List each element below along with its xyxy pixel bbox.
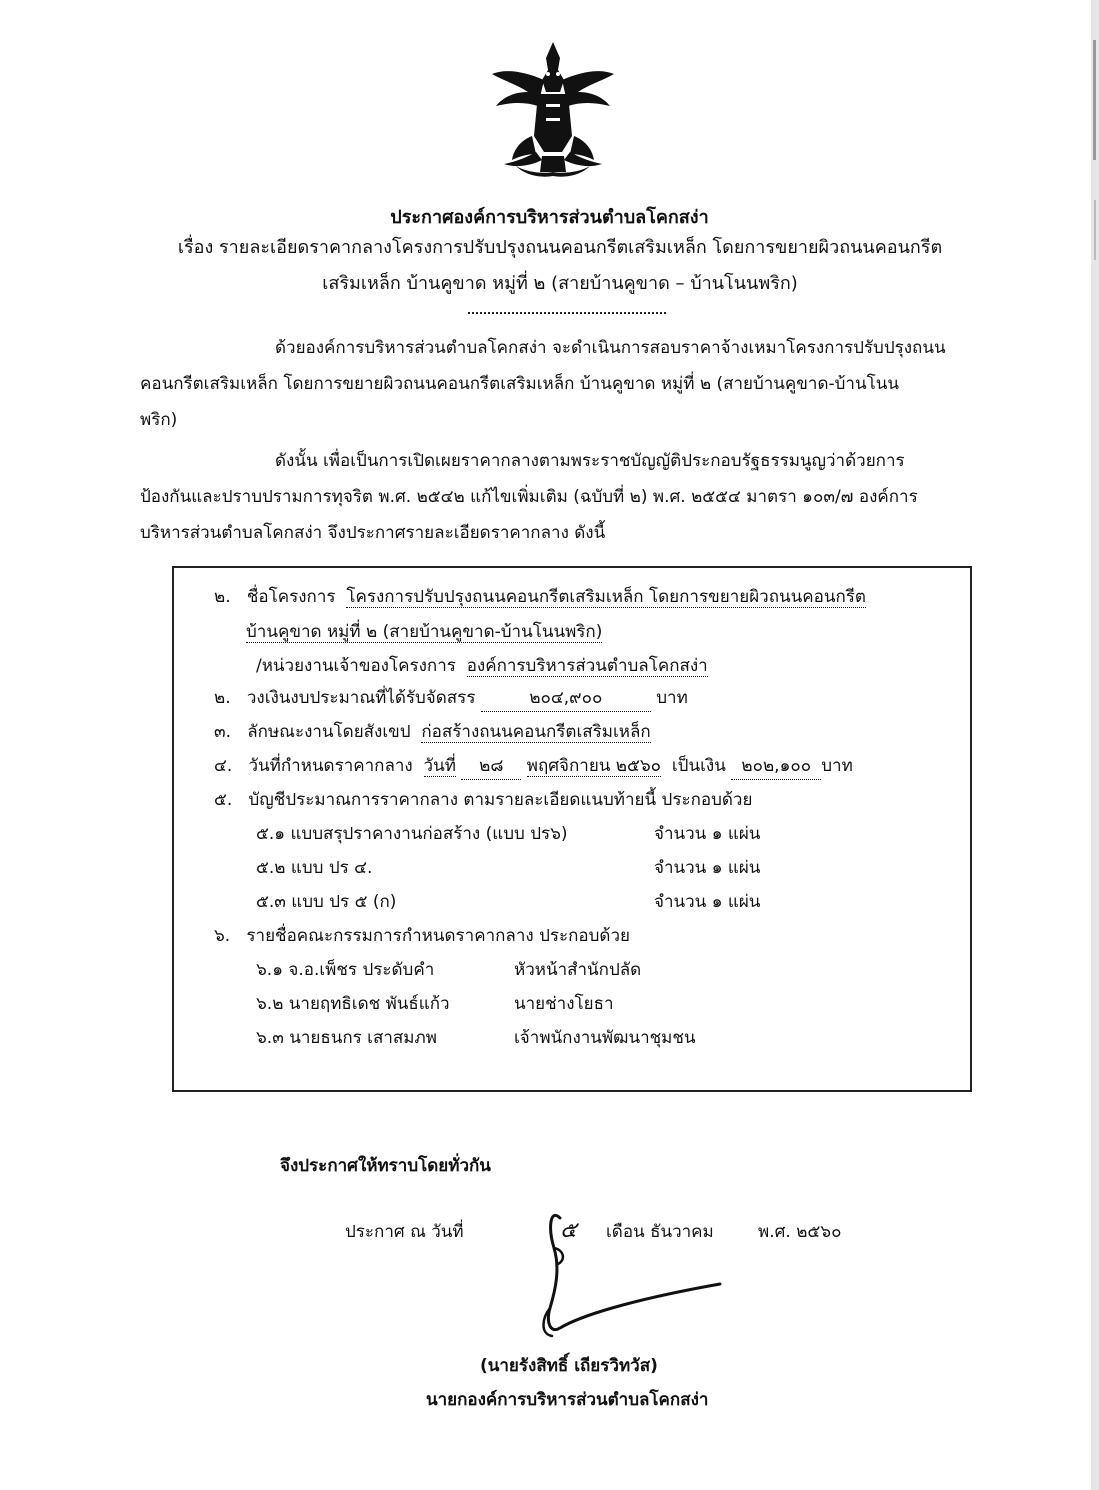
item-5-3-label: ๕.๓ แบบ ปร ๕ (ก) bbox=[256, 892, 397, 912]
item-1-value-line-1: โครงการปรับปรุงถนนคอนกรีตเสริมเหล็ก โดยการขยายผิวถนนคอนกรีต bbox=[346, 587, 866, 607]
date-day: ๕ bbox=[560, 1218, 577, 1243]
item-1-row bbox=[214, 583, 866, 610]
signer-title: นายกองค์การบริหารส่วนตำบลโคกสง่า bbox=[426, 1390, 709, 1410]
item-1-value-line-2: บ้านคูขาด หมู่ที่ ๒ (สายบ้านคูขาด-บ้านโนนพริก) bbox=[246, 622, 603, 642]
paragraph-1 bbox=[140, 330, 985, 438]
committee-2-name: ๖.๒ นายฤทธิเดช พันธ์แก้ว bbox=[256, 994, 450, 1014]
item-1-agency-label: /หน่วยงานเจ้าของโครงการ bbox=[256, 656, 456, 676]
item-4-amount-label: เป็นเงิน bbox=[671, 756, 726, 776]
paragraph-1-line-3: พริก) bbox=[140, 410, 178, 430]
committee-3-position: เจ้าพนักงานพัฒนาชุมชน bbox=[514, 1028, 696, 1048]
committee-3-name: ๖.๓ นายธนกร เสาสมภพ bbox=[256, 1028, 437, 1048]
item-4-number: ๔. bbox=[214, 756, 233, 776]
item-1-agency-value: องค์การบริหารส่วนตำบลโคกสง่า bbox=[466, 656, 708, 676]
item-4-month-year: พฤศจิกายน ๒๕๖๐ bbox=[526, 756, 662, 776]
announce-line: จึงประกาศให้ทราบโดยทั่วกัน bbox=[280, 1156, 491, 1176]
item-1-row-2 bbox=[246, 618, 602, 645]
item-1-label: ชื่อโครงการ bbox=[246, 587, 336, 607]
handwritten-signature bbox=[520, 1188, 740, 1348]
item-5-row bbox=[214, 786, 752, 813]
item-2-row bbox=[214, 684, 688, 712]
subject-line-1: เรื่อง รายละเอียดราคากลางโครงการปรับปรุงถนนคอนกรีตเสริมเหล็ก โดยการขยายผิวถนนคอนกรีต bbox=[177, 237, 943, 258]
date-month: เดือน ธันวาคม bbox=[606, 1222, 714, 1242]
item-5-3-qty: จำนวน ๑ แผ่น bbox=[654, 892, 761, 912]
item-5-label: บัญชีประมาณการราคากลาง ตามรายละเอียดแนบท้ายนี้ ประกอบด้วย bbox=[248, 790, 753, 810]
paragraph-1-line-1: ด้วยองค์การบริหารส่วนตำบลโคกสง่า จะดำเนินการสอบราคาจ้างเหมาโครงการปรับปรุงถนน bbox=[275, 338, 946, 358]
date-prefix: ประกาศ ณ วันที่ bbox=[345, 1222, 464, 1242]
paragraph-2-line-3: บริหารส่วนตำบลโคกสง่า จึงประกาศรายละเอียดราคากลาง ดังนี้ bbox=[140, 523, 606, 543]
item-5-1-qty: จำนวน ๑ แผ่น bbox=[654, 824, 761, 844]
item-1-number: ๒. bbox=[214, 587, 231, 607]
dotted-divider bbox=[468, 312, 666, 314]
item-4-amount: ๒๐๒,๑๐๐ bbox=[731, 752, 821, 780]
garuda-emblem bbox=[486, 40, 620, 180]
item-3-value: ก่อสร้างถนนคอนกรีตเสริมเหล็ก bbox=[421, 722, 651, 742]
item-4-row bbox=[214, 752, 853, 780]
item-5-2-qty: จำนวน ๑ แผ่น bbox=[654, 858, 761, 878]
item-4-unit: บาท bbox=[821, 756, 853, 776]
item-5-2-label: ๕.๒ แบบ ปร ๔. bbox=[256, 858, 373, 878]
item-2-label: วงเงินงบประมาณที่ได้รับจัดสรร bbox=[246, 688, 476, 708]
paragraph-2-line-2: ป้องกันและปราบปรามการทุจริต พ.ศ. ๒๕๔๒ แก้ไขเพิ่มเติม (ฉบับที่ ๒) พ.ศ. ๒๕๕๔ มาตรา ๑๐๓/๗ องค์การ bbox=[140, 487, 918, 507]
item-2-number: ๒. bbox=[214, 688, 231, 708]
signer-name: (นายรังสิทธิ์ เถียรวิทวัส) bbox=[480, 1356, 658, 1376]
item-6-number: ๖. bbox=[214, 926, 231, 946]
item-4-day: ๒๘ bbox=[461, 752, 521, 780]
paragraph-2 bbox=[140, 443, 985, 551]
item-2-value: ๒๐๔,๙๐๐ bbox=[481, 684, 651, 712]
item-1-agency-row bbox=[256, 652, 708, 679]
committee-1-name: ๖.๑ จ.อ.เพ็ชร ประดับคำ bbox=[256, 960, 435, 980]
paragraph-1-line-2: คอนกรีตเสริมเหล็ก โดยการขยายผิวถนนคอนกรีตเสริมเหล็ก บ้านคูขาด หมู่ที่ ๒ (สายบ้านคูขาด-บ้านโนน bbox=[140, 374, 899, 394]
item-4-label: วันที่กำหนดราคากลาง bbox=[248, 756, 413, 776]
item-4-date-label: วันที่ bbox=[423, 756, 456, 776]
item-5-number: ๕. bbox=[214, 790, 233, 810]
paragraph-2-line-1: ดังนั้น เพื่อเป็นการเปิดเผยราคากลางตามพระราชบัญญัติประกอบรัฐธรรมนูญว่าด้วยการ bbox=[275, 451, 905, 471]
scan-edge-shadow bbox=[1069, 0, 1099, 1490]
item-6-label: รายชื่อคณะกรรมการกำหนดราคากลาง ประกอบด้วย bbox=[246, 926, 630, 946]
item-3-label: ลักษณะงานโดยสังเขป bbox=[247, 722, 411, 742]
item-2-unit: บาท bbox=[656, 688, 688, 708]
item-3-row bbox=[214, 718, 651, 745]
item-5-1-label: ๕.๑ แบบสรุปราคางานก่อสร้าง (แบบ ปร๖) bbox=[256, 824, 568, 844]
item-3-number: ๓. bbox=[214, 722, 232, 742]
item-6-row bbox=[214, 922, 630, 949]
committee-1-position: หัวหน้าสำนักปลัด bbox=[514, 960, 642, 980]
date-year: พ.ศ. ๒๕๖๐ bbox=[758, 1222, 842, 1242]
subject-line-2: เสริมเหล็ก บ้านคูขาด หมู่ที่ ๒ (สายบ้านคูขาด – บ้านโนนพริก) bbox=[322, 273, 798, 294]
announcement-title: ประกาศองค์การบริหารส่วนตำบลโคกสง่า bbox=[390, 207, 709, 228]
committee-2-position: นายช่างโยธา bbox=[514, 994, 614, 1014]
